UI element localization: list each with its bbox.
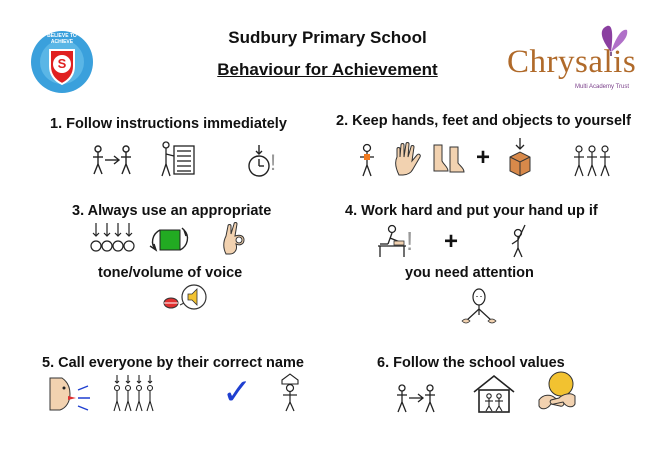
exclamation-mark-2: !: [406, 226, 414, 256]
box-icon: [507, 137, 533, 177]
rule-2: [336, 113, 631, 129]
person-icon: [357, 143, 377, 177]
rule-3-continuation: tone/volume of voice: [98, 265, 243, 281]
feet-icon: [430, 141, 468, 175]
person-attention-icon: [458, 287, 500, 331]
trust-name: Chrysalis: [507, 44, 637, 80]
rule-1-number: 1.: [50, 116, 63, 132]
plus-sign-2: +: [444, 228, 459, 255]
rule-1-text: Follow instructions immediately: [66, 116, 287, 132]
plus-sign-1: +: [476, 144, 491, 171]
badge-text: BELIEVE TO ACHIEVE: [47, 33, 77, 45]
walking-to-person-icon: [92, 144, 134, 176]
rule-3-number: 3.: [72, 203, 85, 219]
exclamation-mark: !: [270, 150, 277, 175]
hands-holding-sun-icon: [537, 370, 577, 412]
rule-4: [345, 203, 598, 219]
clocks-row-icon: [90, 222, 136, 256]
rule-3-text: Always use an appropriate: [87, 203, 272, 219]
rule-5-text: Call everyone by their correct name: [58, 355, 304, 371]
rule-4-continuation: you need attention: [405, 265, 534, 281]
person-with-list-icon: [160, 140, 198, 178]
speaking-mouth-icon: [162, 283, 208, 315]
school-house-icon: [472, 374, 516, 414]
badge-letter: S: [57, 56, 67, 71]
rule-5: [42, 355, 304, 371]
checkmark-icon: ✓: [222, 371, 253, 412]
page-title: Sudbury Primary School: [228, 28, 427, 47]
volume-control-icon: [146, 224, 192, 256]
rule-6-number: 6.: [377, 355, 390, 371]
crowd-icon: [112, 374, 156, 412]
trust-logo: [505, 22, 635, 92]
rule-5-number: 5.: [42, 355, 55, 371]
rule-2-text: Keep hands, feet and objects to yourself: [352, 113, 631, 129]
rule-3: [72, 203, 271, 219]
rule-6-text: Follow the school values: [393, 355, 565, 371]
rule-6: [377, 355, 565, 371]
ok-hand-icon: [220, 222, 248, 256]
group-of-people-icon: [572, 145, 612, 177]
name-tag-person-icon: [276, 372, 304, 412]
stopwatch-icon: [246, 144, 272, 178]
rule-4-number: 4.: [345, 203, 358, 219]
rule-1: [50, 116, 287, 132]
page-subtitle: Behaviour for Achievement: [217, 60, 438, 79]
hand-icon: [393, 141, 423, 177]
rule-4-text: Work hard and put your hand up if: [361, 203, 598, 219]
walking-together-icon: [396, 384, 438, 414]
hand-up-person-icon: [508, 222, 534, 258]
calling-face-icon: [48, 376, 92, 412]
trust-subtitle: Multi Academy Trust: [575, 84, 630, 90]
rule-2-number: 2.: [336, 113, 349, 129]
